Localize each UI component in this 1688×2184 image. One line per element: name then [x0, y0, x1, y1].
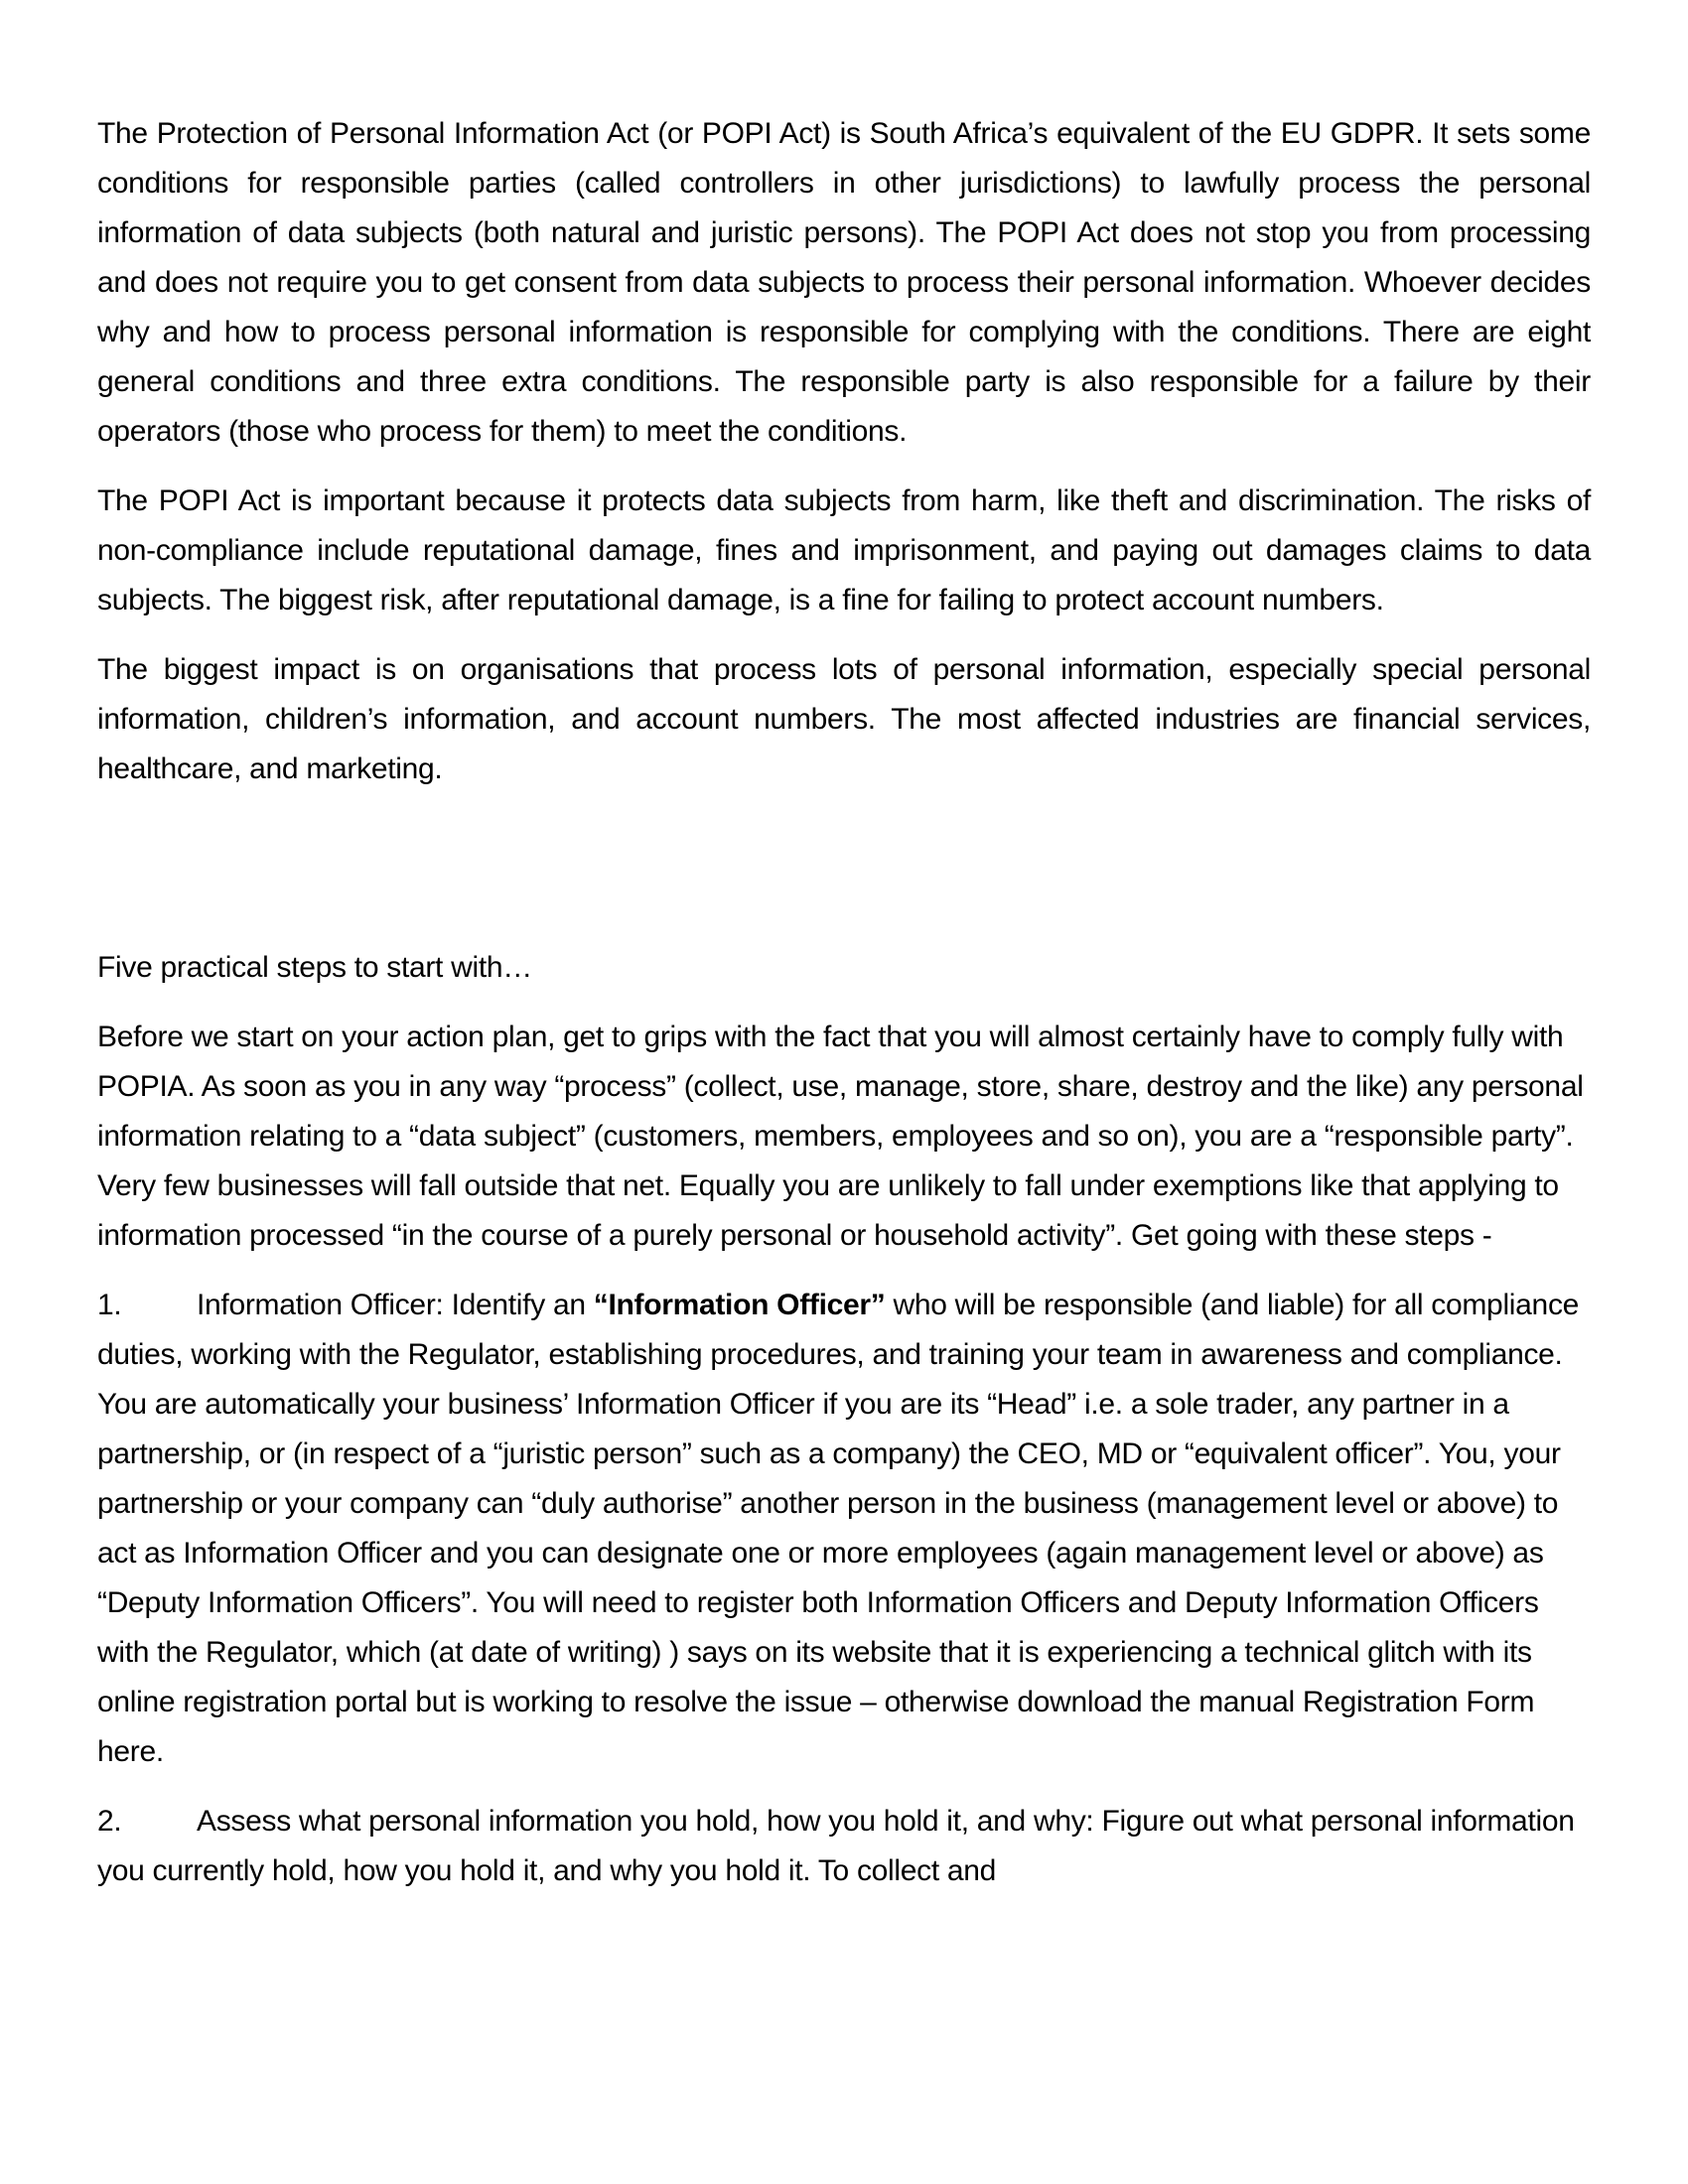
- paragraph-popi-impact: The biggest impact is on organisations that process lots of personal information, especially special personal information, children’s information, and account numbers. The most affected industries are financial services, healthcare, and marketing.: [97, 653, 1591, 785]
- step-1-text-suffix: who will be responsible (and liable) for all compliance duties, working with the Regulator, establishing procedures, and training your team in awareness and compliance. You are automatically your business’ Information Officer if you are its “Head” i.e. a sole trader, any partner in a partnership, or (in respect of a “juristic person” such as a company) the CEO, MD or “equivalent officer”. You, your partnership or your company can “duly authorise” another person in the business (management level or above) to act as Information Officer and you can designate one or more employees (again management level or above) as “Deputy Information Officers”. You will need to register both Information Officers and Deputy Information Officers with the Regulator, which (at date of writing) ) says on its website that it is experiencing a technical glitch with its online registration portal but is working to resolve the issue – otherwise download the manual Registration Form here.: [97, 1289, 1580, 1768]
- paragraph-popi-importance: The POPI Act is important because it protects data subjects from harm, like theft and discrimination. The risks of non-compliance include reputational damage, fines and imprisonment, and paying out damages claims to data subjects. The biggest risk, after reputational damage, is a fine for failing to protect account numbers.: [97, 484, 1591, 616]
- step-1-text-bold: “Information Officer”: [593, 1289, 886, 1321]
- paragraph-intro-steps: Before we start on your action plan, get to grips with the fact that you will almost certainly have to comply fully with POPIA. As soon as you in any way “process” (collect, use, manage, store, share, destroy and the like) any personal information relating to a “data subject” (customers, members, employees and so on), you are a “responsible party”. Very few businesses will fall outside that net. Equally you are unlikely to fall under exemptions like that applying to information processed “in the course of a purely personal or household activity”. Get going with these steps -: [97, 1021, 1584, 1252]
- step-2-text-prefix: Assess what personal information you hold, how you hold it, and why: Figure out what personal information you currently hold, how you hold it, and why you hold it. To collect and: [97, 1805, 1575, 1887]
- step-item-2: [97, 1797, 1591, 1896]
- step-item-1: [97, 1281, 1591, 1777]
- step-1-number: 1.: [97, 1289, 122, 1321]
- step-1-text-prefix: Information Officer: Identify an: [197, 1289, 594, 1321]
- paragraph-popi-overview: The Protection of Personal Information Act (or POPI Act) is South Africa’s equivalent of the EU GDPR. It sets some conditions for responsible parties (called controllers in other jurisdictions) to lawfully process the personal information of data subjects (both natural and juristic persons). The POPI Act does not stop you from processing and does not require you to get consent from data subjects to process their personal information. Whoever decides why and how to process personal information is responsible for complying with the conditions. There are eight general conditions and three extra conditions. The responsible party is also responsible for a failure by their operators (those who process for them) to meet the conditions.: [97, 117, 1591, 448]
- step-2-number: 2.: [97, 1805, 122, 1838]
- section-heading-five-steps: Five practical steps to start with…: [97, 951, 532, 984]
